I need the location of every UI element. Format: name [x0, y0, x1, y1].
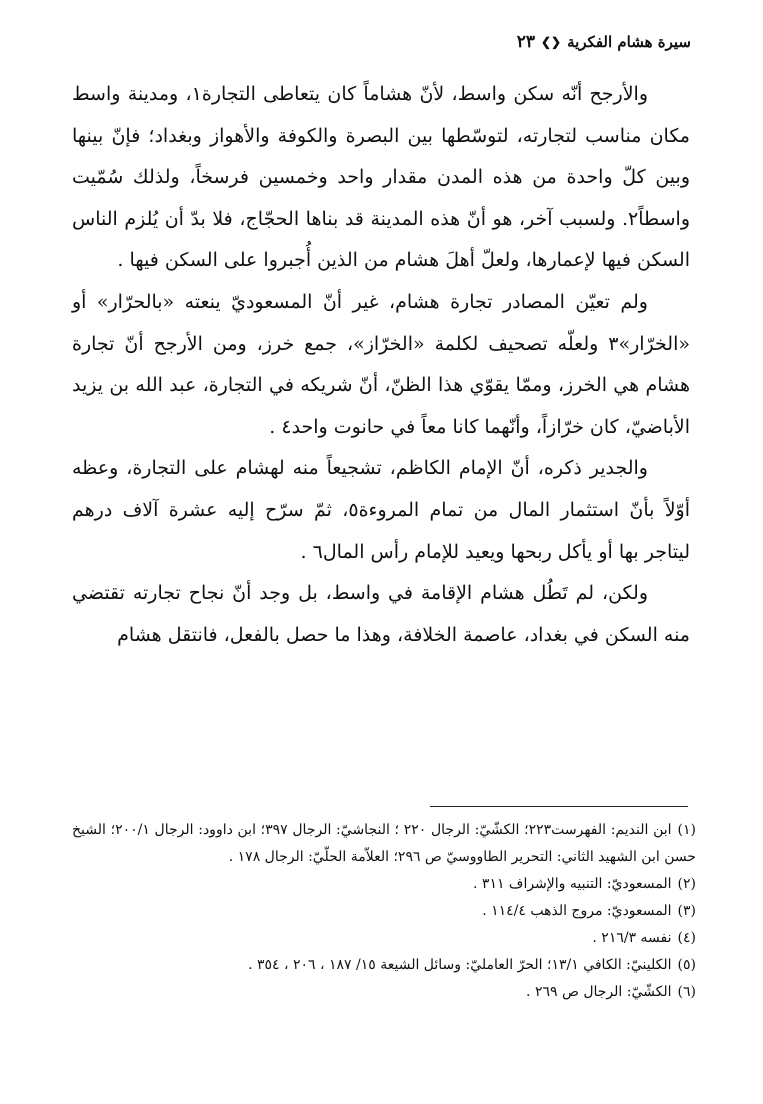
page-number: ٢٣ — [516, 32, 535, 52]
footnote — [72, 898, 696, 925]
running-head — [517, 32, 691, 52]
footnote — [72, 871, 696, 898]
footnote-text: الكشّيّ: الرجال ص ٢٦٩ . — [526, 984, 672, 1000]
footnote-text: المسعوديّ: مروج الذهب ١١٤/٤ . — [482, 903, 672, 919]
footnote — [72, 952, 696, 979]
footnote-text: نفسه ٢١٦/٣ . — [592, 930, 672, 946]
footnote-number: (٢) — [677, 876, 696, 892]
body-text — [72, 74, 690, 656]
footnote-text: ابن النديم: الفهرست٢٢٣؛ الكشّيّ: الرجال ٢٢٠ ؛ النجاشيّ: الرجال ٣٩٧؛ ابن داوود: الرجال ٢٠٠/١؛ الشيخ حسن ابن الشهيد الثاني: التحرير الطاووسيّ ص ٢٩٦؛ العلاّمة الحلّيّ: الرجال ١٧٨ . — [72, 822, 696, 865]
footnote — [72, 817, 696, 871]
footnote-text: المسعوديّ: التنبيه والإشراف ٣١١ . — [473, 876, 672, 892]
paragraph: والأرجح أنّه سكن واسط، لأنّ هشاماً كان يتعاطى التجارة١، ومدينة واسط مكان مناسب لتجارته، لتوسّطها بين البصرة والكوفة والأهواز وبغداد؛ فإنّ بينها وبين كلّ واحدة من هذه المدن مقدار واحد وخمسين فرسخاً، ولذلك سُمّيت واسطاً٢. ولسبب آخر، هو أنّ هذه المدينة قد بناها الحجّاج، فلا بدّ أن يُلزم الناس السكن فيها لإعمارها، ولعلّ أهلَ هشام من الذين أُجبروا على السكن فيها . — [72, 83, 690, 272]
footnote — [72, 979, 696, 1006]
footnote-number: (٤) — [677, 930, 696, 946]
footnote-number: (٣) — [677, 903, 696, 919]
ornament-icon: ❮❯ — [540, 35, 562, 49]
footnotes — [72, 817, 696, 1006]
running-head-title: سيرة هشام الفكرية — [567, 33, 691, 51]
footnote-number: (٦) — [677, 984, 696, 1000]
footnote-text: الكلينيّ: الكافي ١٣/١؛ الحرّ العامليّ: وسائل الشيعة ١٥/ ١٨٧ ، ٢٠٦ ، ٣٥٤ . — [248, 957, 672, 973]
paragraph: ولم تعيّن المصادر تجارة هشام، غير أنّ المسعوديّ ينعته «بالحرّار» أو «الخرّار»٣ ولعلّه تصحيف لكلمة «الخرّاز»، جمع خرز، ومن الأرجح أنّ تجارة هشام هي الخرز، وممّا يقوّي هذا الظنّ، أنّ شريكه في التجارة، عبد الله بن يزيد الأباضيّ، كان خرّازاً، وأنّهما كانا معاً في حانوت واحد٤ . — [72, 290, 690, 438]
footnote-separator — [430, 806, 688, 807]
paragraph: ولكن، لم تَطُل هشام الإقامة في واسط، بل وجد أنّ نجاح تجارته تقتضي منه السكن في بغداد، عاصمة الخلافة، وهذا ما حصل بالفعل، فانتقل هشام — [72, 582, 690, 646]
paragraph: والجدير ذكره، أنّ الإمام الكاظم، تشجيعاً منه لهشام على التجارة، وعظه أوّلاً بأنّ استثمار المال من تمام المروءة٥، ثمّ سرّح إليه عشرة آلاف درهم ليتاجر بها أو يأكل ربحها ويعيد للإمام رأس المال٦ . — [72, 457, 690, 563]
footnote-number: (١) — [677, 822, 696, 838]
footnote — [72, 925, 696, 952]
footnote-number: (٥) — [677, 957, 696, 973]
